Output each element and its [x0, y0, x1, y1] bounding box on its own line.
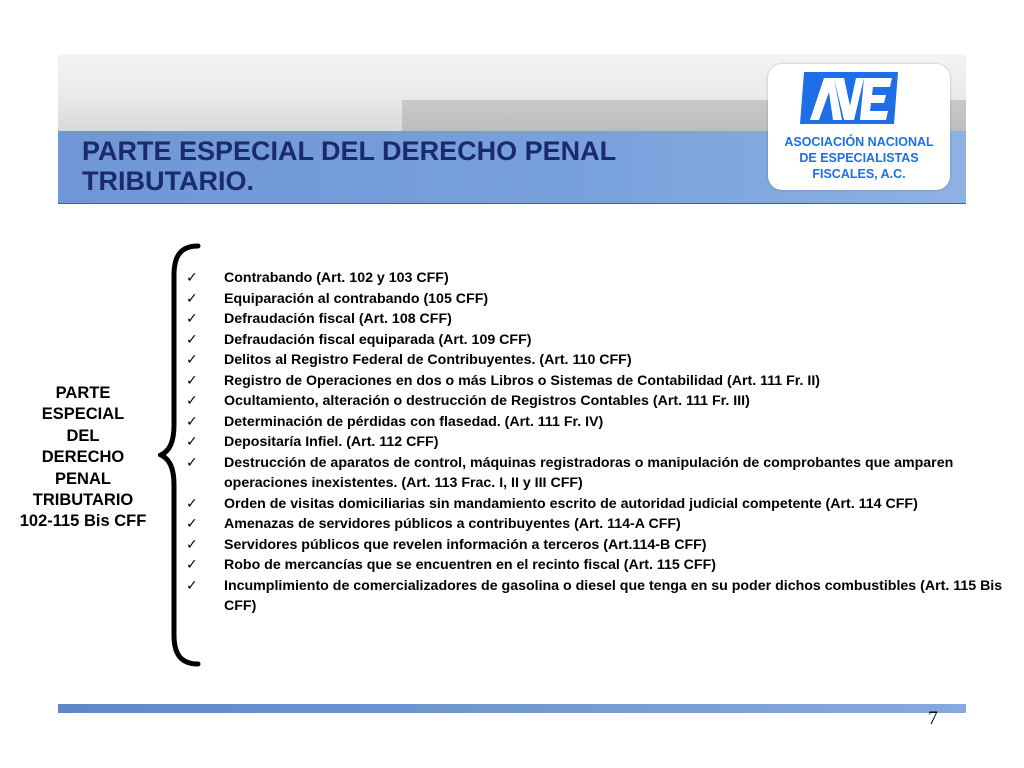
check-mark-icon: ✓	[186, 557, 198, 573]
list-item-text: Registro de Operaciones en dos o más Libros o Sistemas de Contabilidad (Art. 111 Fr. II)	[224, 372, 821, 389]
footer-bar	[58, 704, 966, 713]
section-label-line: TRIBUTARIO	[32, 491, 134, 510]
list-item	[186, 453, 1006, 494]
list-item	[186, 371, 1006, 392]
list-item	[186, 412, 1006, 433]
check-mark-icon: ✓	[186, 495, 198, 512]
list-item-text: Orden de visitas domiciliarias sin mandamiento escrito de autoridad judicial competente (Art. 114 CFF)	[224, 495, 918, 512]
list-item	[186, 391, 1006, 412]
list-item-text: Delitos al Registro Federal de Contribuyentes. (Art. 110 CFF)	[224, 352, 632, 368]
section-label	[6, 383, 160, 533]
page-number: 7	[928, 708, 938, 729]
check-mark-icon: ✓	[186, 577, 198, 594]
check-mark-icon: ✓	[186, 331, 198, 348]
list-item	[186, 350, 1006, 371]
list-item	[186, 309, 1006, 330]
section-label-line: PENAL	[55, 469, 111, 488]
list-item-text: Defraudación fiscal (Art. 108 CFF)	[224, 311, 452, 327]
list-item	[186, 330, 1006, 351]
section-label-line: DEL	[66, 426, 100, 445]
list-item-text: Robo de mercancías que se encuentren en el recinto fiscal (Art. 115 CFF)	[224, 557, 716, 573]
list-item-text: Ocultamiento, alteración o destrucción de Registros Contables (Art. 111 Fr. III)	[224, 393, 750, 409]
section-label-line: DERECHO	[41, 448, 125, 467]
section-label-line: PARTE	[55, 384, 111, 402]
list-item	[186, 514, 1006, 535]
list-item-text: Determinación de pérdidas con flasedad. (Art. 111 Fr. IV)	[224, 413, 604, 430]
check-mark-icon: ✓	[186, 536, 198, 553]
offense-list	[186, 268, 1006, 617]
check-mark-icon: ✓	[186, 372, 198, 389]
section-label-line: ESPECIAL	[41, 405, 125, 424]
check-mark-icon: ✓	[186, 454, 198, 471]
list-item-text: Depositaría Infiel. (Art. 112 CFF)	[224, 434, 439, 450]
ane-logo-icon	[798, 70, 902, 126]
list-item-text: Equiparación al contrabando (105 CFF)	[224, 290, 489, 307]
list-item	[186, 535, 1006, 556]
check-mark-icon: ✓	[186, 352, 198, 368]
list-item-text: Defraudación fiscal equiparada (Art. 109 CFF)	[224, 331, 532, 348]
list-item-text: Contrabando (Art. 102 y 103 CFF)	[224, 270, 449, 286]
list-item	[186, 289, 1006, 310]
list-item	[186, 555, 1006, 576]
association-logo	[768, 64, 950, 190]
check-mark-icon: ✓	[186, 270, 198, 286]
list-item-text: Amenazas de servidores públicos a contribuyentes (Art. 114-A CFF)	[224, 516, 681, 532]
logo-line: FISCALES, A.C.	[812, 167, 906, 181]
list-item-text: Incumplimiento de comercializadores de gasolina o diesel que tenga en su poder dichos combustibles (Art. 115 Bis CFF)	[224, 577, 1003, 614]
check-mark-icon: ✓	[186, 290, 198, 307]
check-mark-icon: ✓	[186, 516, 198, 532]
slide-title: PARTE ESPECIAL DEL DERECHO PENAL TRIBUTARIO.	[82, 136, 616, 196]
list-item	[186, 432, 1006, 453]
list-item	[186, 576, 1006, 617]
list-item	[186, 494, 1006, 515]
logo-line: ASOCIACIÓN NACIONAL	[784, 135, 934, 149]
section-label-line: 102-115 Bis CFF	[19, 512, 147, 531]
list-item	[186, 268, 1006, 289]
list-item-text: Destrucción de aparatos de control, máquinas registradoras o manipulación de comprobantes que amparen operaciones inexistentes. (Art. 113 Frac. I, II y III CFF)	[224, 454, 954, 491]
check-mark-icon: ✓	[186, 434, 198, 450]
check-mark-icon: ✓	[186, 311, 198, 327]
check-mark-icon: ✓	[186, 413, 198, 430]
check-mark-icon: ✓	[186, 393, 198, 409]
logo-text	[768, 134, 950, 182]
logo-line: DE ESPECIALISTAS	[799, 151, 919, 165]
list-item-text: Servidores públicos que revelen información a terceros (Art.114-B CFF)	[224, 536, 707, 553]
